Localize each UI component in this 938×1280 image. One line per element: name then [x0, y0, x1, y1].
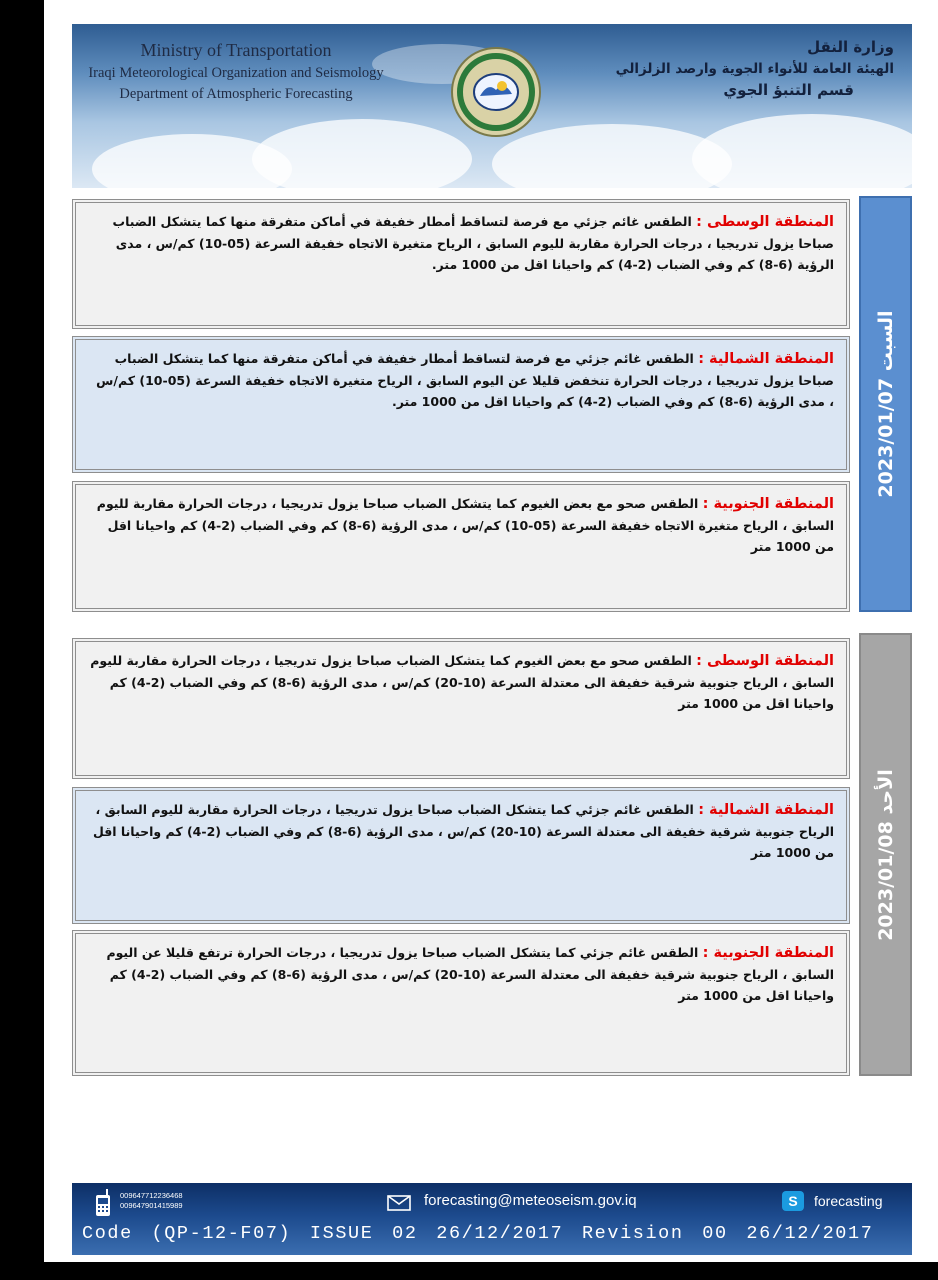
organization-title-ar: الهيئة العامة للأنواء الجوية وارصد الزلزالي	[615, 61, 894, 77]
organization-seal-logo-icon	[450, 46, 542, 138]
organization-title-en: Iraqi Meteorological Organization and Seismology	[88, 65, 384, 81]
date-bar-day2	[859, 633, 912, 1076]
date-label	[875, 769, 897, 941]
day-name: الأحد	[874, 768, 897, 815]
header-english	[86, 40, 386, 103]
phone-number: 009647712236468	[120, 1191, 183, 1200]
forecast-box-day2-north	[72, 787, 850, 924]
forecast-box-day2-central	[72, 638, 850, 779]
skype-icon: S	[782, 1191, 804, 1211]
date-value: 2023/01/08	[874, 820, 897, 941]
region-name: المنطقة الشمالية :	[698, 351, 834, 367]
header-banner	[72, 24, 912, 188]
phone-number: 009647901415989	[120, 1201, 183, 1210]
email-address[interactable]: forecasting@meteoseism.gov.iq	[424, 1192, 637, 1209]
date-value: 2023/01/07	[874, 377, 897, 498]
region-name: المنطقة الجنوبية :	[702, 496, 834, 512]
header-arabic	[616, 38, 894, 99]
forecast-box-day1-central	[72, 199, 850, 329]
forecast-text: الطقس غائم جزئي مع فرصة لتساقط أمطار خفيفة في أماكن متفرقة منها كما يتشكل الضباب صباحا يزول تدريجيا ، درجات الحرارة تنخفض قليلا عن اليوم السابق ، الرياح متغيرة الاتجاه خفيفة السرعة (05-10) كم/س ، مدى الرؤية (6-8) كم وفي الضباب (2-4) كم واحيانا اقل من 1000 متر.	[96, 351, 834, 409]
forecast-text: الطقس غائم جزئي كما يتشكل الضباب صباحا يزول تدريجيا ، درجات الحرارة ترتفع قليلا عن اليوم السابق ، الرياح جنوبية شرقية خفيفة الى معتدلة السرعة (10-20) كم/س ، مدى الرؤية (6-8) كم وفي الضباب (2-4) كم واحيانا اقل من 1000 متر	[106, 945, 834, 1003]
ministry-title-en: Ministry of Transportation	[140, 40, 332, 60]
footer-banner	[72, 1183, 912, 1255]
phone-numbers	[120, 1191, 183, 1211]
ministry-title-ar: وزارة النقل	[807, 38, 894, 56]
region-name: المنطقة الوسطى :	[696, 653, 834, 669]
document-code: Code (QP-12-F07) ISSUE 02 26/12/2017 Revision 00 26/12/2017	[82, 1223, 874, 1244]
department-title-ar: قسم التنبؤ الجوي	[723, 81, 854, 99]
region-name: المنطقة الجنوبية :	[702, 945, 834, 961]
region-name: المنطقة الوسطى :	[696, 214, 834, 230]
skype-handle[interactable]: forecasting	[814, 1193, 883, 1209]
date-bar-day1	[859, 196, 912, 612]
forecast-box-day1-south	[72, 481, 850, 612]
date-label	[875, 310, 897, 497]
day-name: السبت	[874, 310, 897, 372]
region-name: المنطقة الشمالية :	[698, 802, 834, 818]
mail-icon	[387, 1195, 411, 1211]
forecast-text: الطقس غائم جزئي مع فرصة لتساقط أمطار خفيفة في أماكن متفرقة منها كما يتشكل الضباب صباحا يزول تدريجيا ، درجات الحرارة مقاربة لليوم السابق ، الرياح متغيرة الاتجاه خفيفة السرعة (05-10) كم/س ، مدى الرؤية (6-8) كم وفي الضباب (2-4) كم واحيانا اقل من 1000 متر.	[112, 214, 834, 272]
forecast-text: الطقس غائم جزئي كما يتشكل الضباب صباحا يزول تدريجيا ، درجات الحرارة مقاربة لليوم السابق ، الرياح جنوبية شرقية خفيفة الى معتدلة السرعة (10-20) كم/س ، مدى الرؤية (6-8) كم وفي الضباب (2-4) كم واحيانا اقل من 1000 متر	[92, 802, 834, 860]
forecast-box-day1-north	[72, 336, 850, 473]
department-title-en: Department of Atmospheric Forecasting	[119, 86, 353, 102]
forecast-box-day2-south	[72, 930, 850, 1076]
phone-icon	[94, 1189, 112, 1217]
forecast-text: الطقس صحو مع بعض الغيوم كما يتشكل الضباب صباحا يزول تدريجيا ، درجات الحرارة مقاربة لليوم السابق ، الرياح جنوبية شرقية خفيفة الى معتدلة السرعة (10-20) كم/س ، مدى الرؤية (6-8) كم وفي الضباب (2-4) كم واحيانا اقل من 1000 متر	[90, 653, 834, 711]
forecast-text: الطقس صحو مع بعض الغيوم كما يتشكل الضباب صباحا يزول تدريجيا ، درجات الحرارة مقاربة لليوم السابق ، الرياح متغيرة الاتجاه خفيفة السرعة (05-10) كم/س ، مدى الرؤية (6-8) كم وفي الضباب (2-4) كم واحيانا اقل من 1000 متر	[96, 496, 834, 554]
page	[44, 0, 938, 1262]
